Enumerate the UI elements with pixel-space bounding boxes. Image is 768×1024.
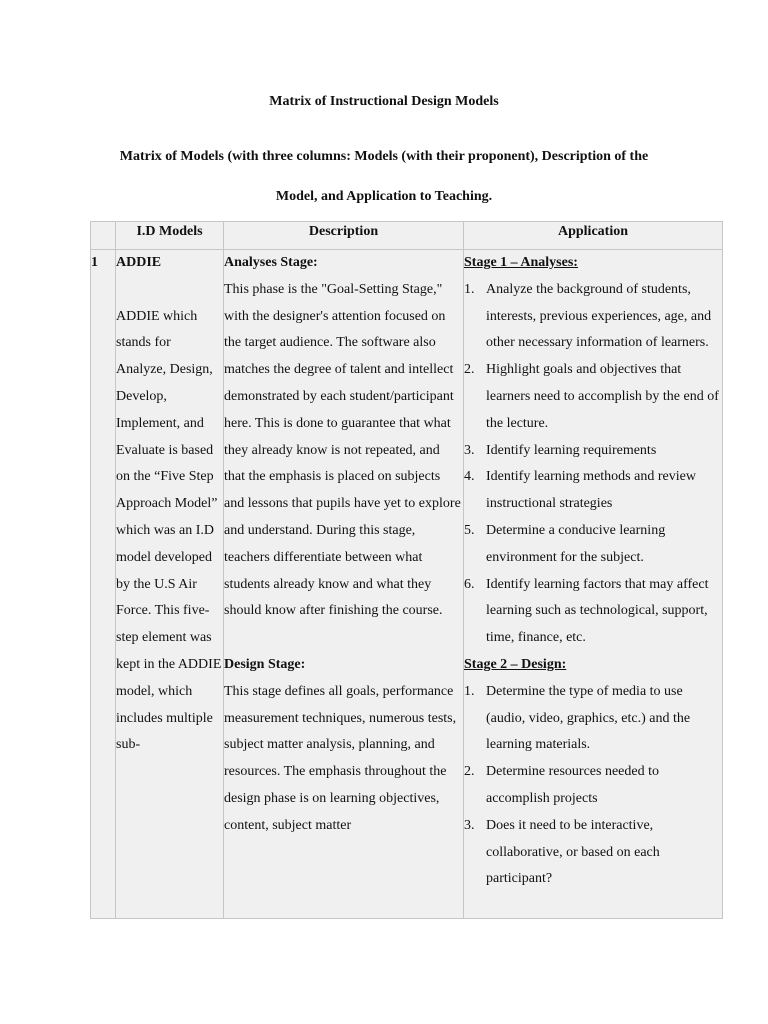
analyses-stage-text: This phase is the "Goal-Setting Stage," with the designer's attention focused on the target audience. The software also matches the degree of talent and intellect demonstrated by each student/participant here. This is done to guarantee that what they already know is not repeated, and that the emphasis is placed on subjects and lessons that pupils have yet to explore and understand. During this stage, teachers differentiate between what students already know and what they should know after finishing the course.: [224, 281, 461, 619]
header-description: Description: [224, 222, 464, 250]
table-header-row: [91, 222, 723, 250]
header-id-models: I.D Models: [116, 222, 224, 250]
stage-2-heading: Stage 2 – Design:: [464, 656, 567, 672]
list-item: 6. Identify learning factors that may affect learning such as technological, support, time, finance, etc.: [464, 576, 709, 646]
table-row: [91, 250, 723, 919]
analyses-stage-heading: Analyses Stage:: [224, 255, 318, 270]
list-item: 4. Identify learning methods and review instructional strategies: [464, 469, 696, 512]
list-item: 1. Analyze the background of students, interests, previous experiences, age, and other necessary information of learners.: [464, 281, 712, 351]
list-item: 5. Determine a conducive learning environment for the subject.: [464, 522, 666, 565]
application-cell: [464, 250, 723, 919]
model-cell: [116, 250, 224, 919]
subtitle-line-1: Matrix of Models (with three columns: Models (with their proponent), Description of the: [119, 149, 649, 164]
document-title: Matrix of Instructional Design Models: [269, 94, 499, 109]
header-application: Application: [464, 222, 723, 250]
list-item: 2. Determine resources needed to accomplish projects: [464, 764, 659, 806]
stage-2-list: [464, 679, 722, 893]
design-stage-heading: Design Stage:: [224, 656, 306, 672]
list-item: 2. Highlight goals and objectives that learners need to accomplish by the end of the lecture.: [464, 362, 719, 431]
header-number: [91, 222, 116, 250]
row-number: 1: [91, 250, 116, 919]
model-name: ADDIE: [116, 255, 162, 270]
design-stage-text: This stage defines all goals, performance measurement techniques, numerous tests, subject matter analysis, planning, and resources. The emphasis throughout the design phase is on learning objectives, content, subject matter: [224, 683, 457, 833]
list-item: 1. Determine the type of media to use (audio, video, graphics, etc.) and the learning materials.: [464, 683, 691, 753]
models-matrix-table: [90, 221, 723, 919]
subtitle-line-2: Model, and Application to Teaching.: [275, 189, 493, 204]
description-cell: [224, 250, 464, 919]
list-item: 3. Does it need to be interactive, collaborative, or based on each participant?: [464, 817, 660, 887]
model-text: ADDIE which stands for Analyze, Design, Develop, Implement, and Evaluate is based on the “Five Step Approach Model” which was an I.D model developed by the U.S Air Force. This five-step element was kept in the ADDIE model, which includes multiple sub-: [116, 308, 222, 753]
stage-1-list: [464, 277, 722, 652]
document-subtitle: [0, 137, 768, 217]
stage-1-heading: Stage 1 – Analyses:: [464, 255, 578, 270]
list-item: 3. Identify learning requirements: [464, 442, 657, 458]
